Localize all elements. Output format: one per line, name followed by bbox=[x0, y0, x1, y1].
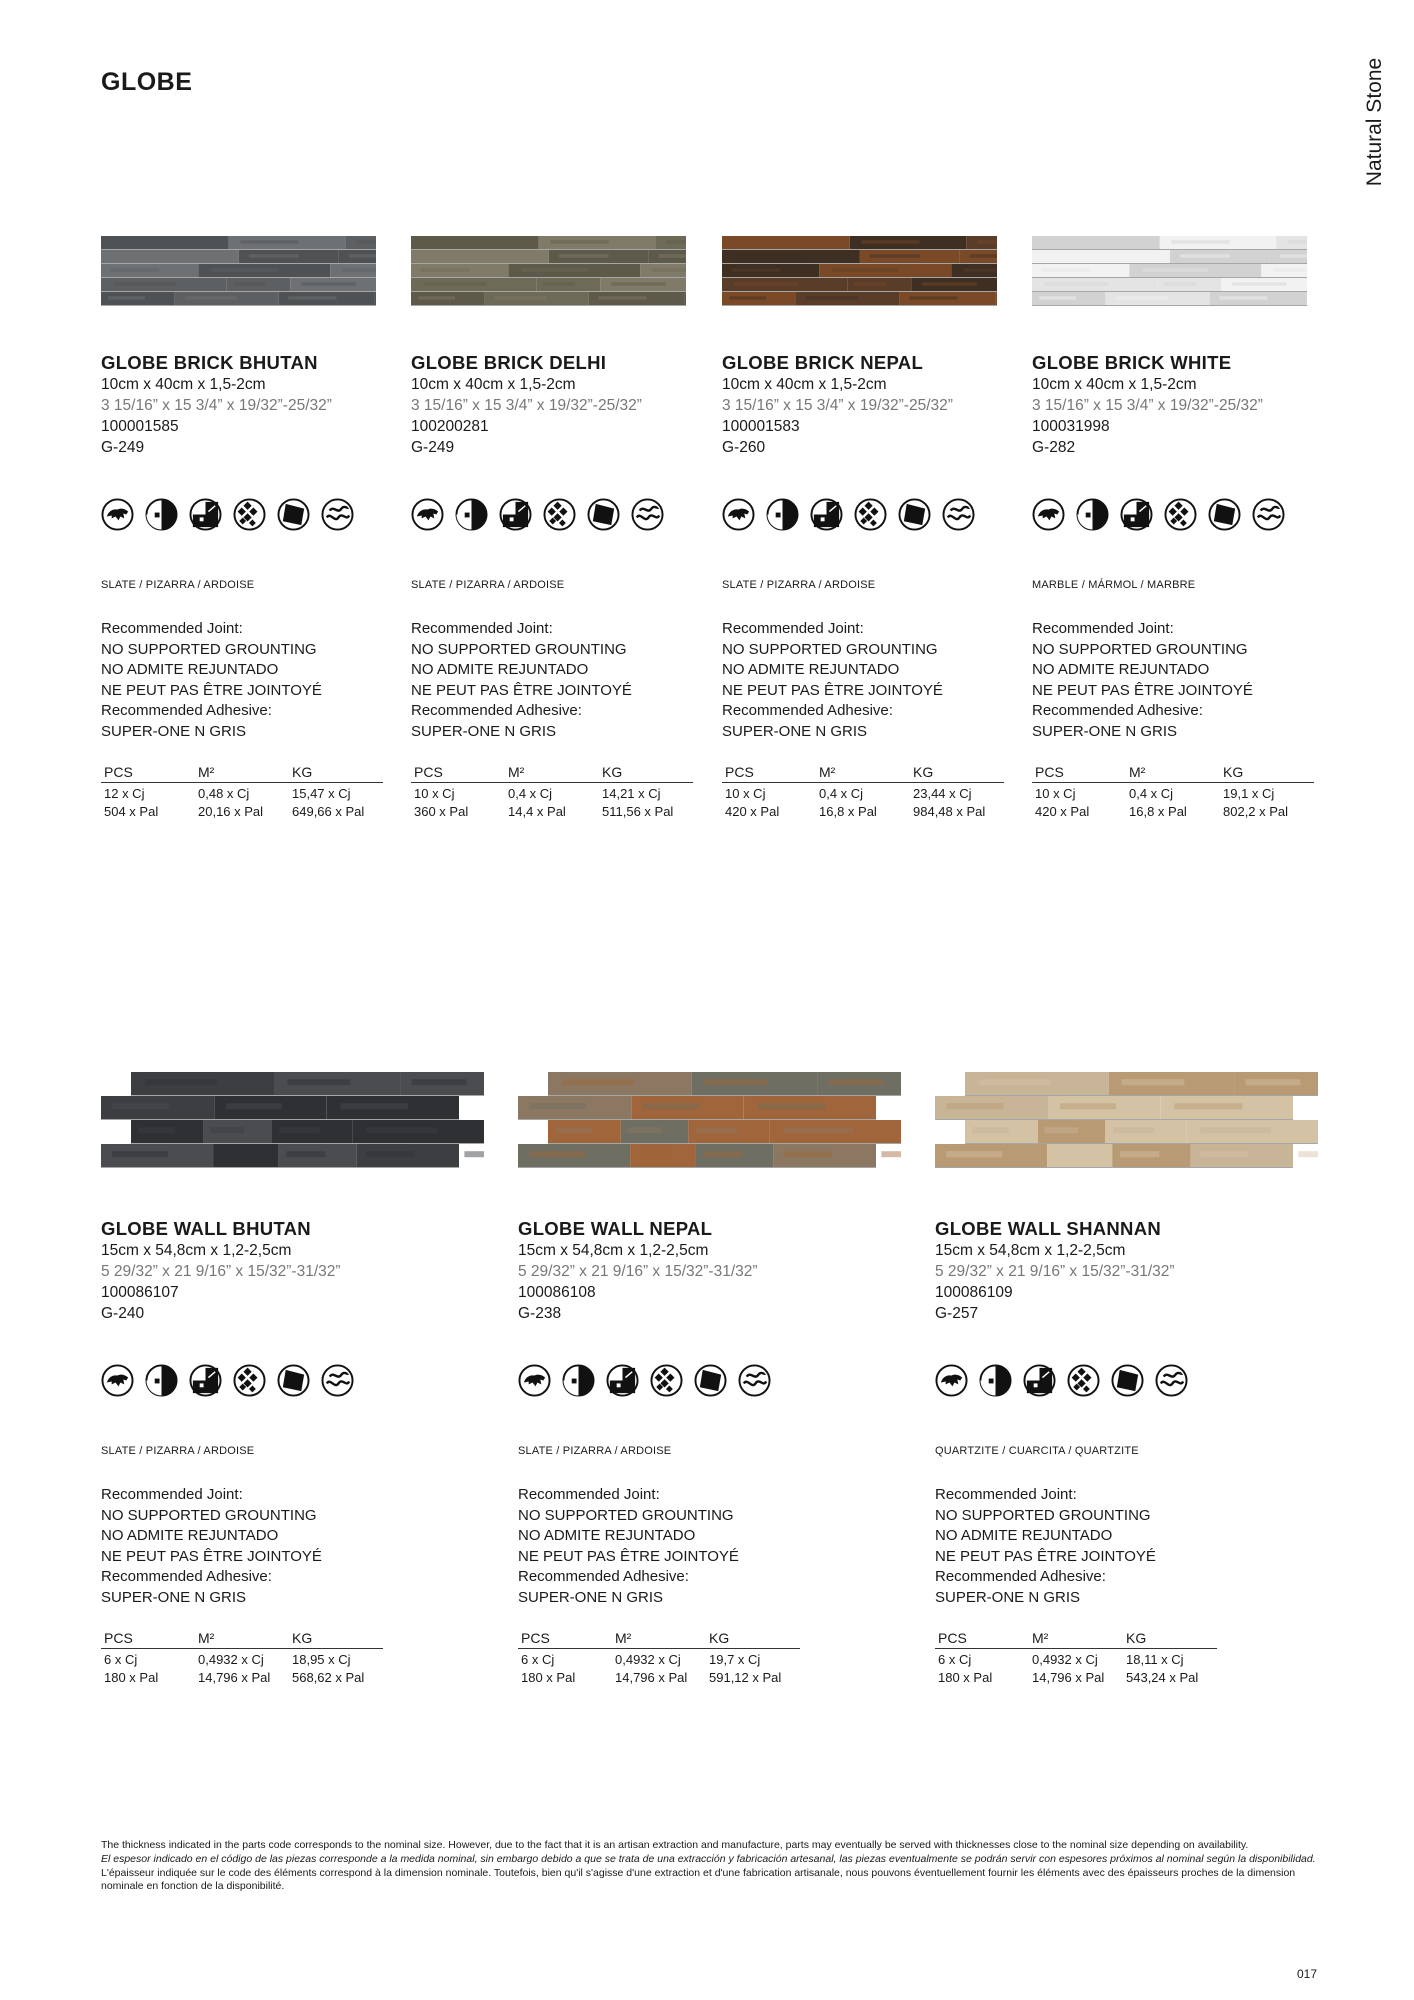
packing-row bbox=[518, 1649, 800, 1668]
joint-info bbox=[722, 619, 1014, 742]
material-label: SLATE / PIZARRA / ARDOISE bbox=[411, 579, 565, 591]
product-swatch-image bbox=[411, 236, 686, 311]
packing-header: PCS bbox=[518, 1630, 612, 1649]
water-resistant-icon bbox=[738, 1364, 771, 1397]
packing-cell: 6 x Cj bbox=[521, 1652, 555, 1667]
packing-table bbox=[1032, 764, 1314, 819]
packing-cell: 0,48 x Cj bbox=[198, 786, 250, 801]
joint-line: Recommended Joint: bbox=[101, 1486, 243, 1503]
floor-tile-icon bbox=[1208, 498, 1241, 531]
product-swatch-image bbox=[101, 1072, 484, 1173]
product-name: GLOBE BRICK DELHI bbox=[411, 352, 607, 373]
product-swatch-image bbox=[722, 236, 997, 311]
floor-tile-icon bbox=[1111, 1364, 1144, 1397]
joint-line: NO SUPPORTED GROUNTING bbox=[722, 640, 938, 658]
product-size-metric: 15cm x 54,8cm x 1,2-2,5cm bbox=[935, 1242, 1126, 1259]
joint-line: NE PEUT PAS ÊTRE JOINTOYÉ bbox=[935, 1547, 1156, 1565]
packing-cell: 10 x Cj bbox=[725, 786, 766, 801]
water-resistant-icon bbox=[942, 498, 975, 531]
product-grade: G-238 bbox=[518, 1305, 562, 1322]
packing-table bbox=[411, 764, 693, 819]
product-code: 100001583 bbox=[722, 418, 800, 435]
footnote-es: El espesor indicado en el código de las piezas corresponde a la medida nominal, sin embargo debido a que se trata de una extracción y fabricación artesanal, las piezas eventualmente se podrán servir con espesores próximos al nominal según la disponibilidad. bbox=[101, 1853, 1316, 1865]
packing-cell: 19,7 x Cj bbox=[709, 1652, 761, 1667]
water-resistant-icon bbox=[321, 498, 354, 531]
packing-header: PCS bbox=[411, 764, 505, 783]
joint-line: Recommended Adhesive: bbox=[101, 1568, 272, 1585]
product-size-imperial: 5 29/32” x 21 9/16” x 15/32”-31/32” bbox=[101, 1263, 341, 1280]
joint-line: Recommended Joint: bbox=[935, 1486, 1077, 1503]
indoor-wall-icon bbox=[766, 498, 799, 531]
packing-header-row bbox=[101, 764, 383, 783]
joint-line: NE PEUT PAS ÊTRE JOINTOYÉ bbox=[518, 1547, 739, 1565]
water-resistant-icon bbox=[321, 1364, 354, 1397]
usage-icons bbox=[518, 1364, 810, 1397]
footnote bbox=[101, 1839, 1321, 1894]
packing-row bbox=[935, 1667, 1217, 1685]
material-label: MARBLE / MÁRMOL / MARBRE bbox=[1032, 579, 1196, 591]
product-size-metric: 10cm x 40cm x 1,5-2cm bbox=[411, 376, 576, 393]
usage-icons bbox=[101, 1364, 393, 1397]
packing-cell: 10 x Cj bbox=[414, 786, 455, 801]
packing-cell: 16,8 x Pal bbox=[1129, 804, 1187, 819]
packing-header: M² bbox=[816, 764, 910, 783]
packing-cell: 802,2 x Pal bbox=[1223, 804, 1289, 819]
packing-row bbox=[101, 1649, 383, 1668]
packing-header: KG bbox=[910, 764, 1004, 783]
water-resistant-icon bbox=[1155, 1364, 1188, 1397]
frost-resistant-icon bbox=[101, 1364, 134, 1397]
outdoor-wall-icon bbox=[189, 498, 222, 531]
product-info bbox=[935, 1218, 1227, 1685]
packing-cell: 15,47 x Cj bbox=[292, 786, 351, 801]
frost-resistant-icon bbox=[935, 1364, 968, 1397]
usage-icons bbox=[101, 498, 393, 531]
joint-line: SUPER-ONE N GRIS bbox=[101, 1588, 247, 1606]
packing-cell: 180 x Pal bbox=[104, 1670, 159, 1685]
product-swatch-image bbox=[935, 1072, 1318, 1173]
packing-row bbox=[722, 801, 1004, 819]
joint-line: Recommended Joint: bbox=[101, 620, 243, 637]
packing-cell: 12 x Cj bbox=[104, 786, 145, 801]
joint-line: SUPER-ONE N GRIS bbox=[722, 722, 868, 740]
frost-resistant-icon bbox=[722, 498, 755, 531]
packing-header: KG bbox=[289, 764, 383, 783]
footnote-fr: L'épaisseur indiquée sur le code des éléments correspond à la dimension nominale. Toutefois, bien qu'il s'agisse d'une extraction et d'une fabrication artisanale, nous pouvons éventuellement fournir les éléments avec des épaisseurs proches de la dimension nominale en fonction de la disponibilité. bbox=[101, 1867, 1296, 1892]
outdoor-wall-icon bbox=[810, 498, 843, 531]
product-code: 100086107 bbox=[101, 1284, 179, 1301]
page-title: GLOBE bbox=[101, 68, 193, 96]
joint-line: NE PEUT PAS ÊTRE JOINTOYÉ bbox=[101, 681, 322, 699]
indoor-wall-icon bbox=[1076, 498, 1109, 531]
joint-line: NO SUPPORTED GROUNTING bbox=[935, 1506, 1151, 1524]
packing-header: KG bbox=[289, 1630, 383, 1649]
joint-line: NE PEUT PAS ÊTRE JOINTOYÉ bbox=[101, 1547, 322, 1565]
packing-header: M² bbox=[1029, 1630, 1123, 1649]
packing-row bbox=[411, 801, 693, 819]
packing-cell: 20,16 x Pal bbox=[198, 804, 264, 819]
material-label: QUARTZITE / CUARCITA / QUARTZITE bbox=[935, 1445, 1139, 1457]
product-grade: G-249 bbox=[411, 439, 455, 456]
packing-header: M² bbox=[612, 1630, 706, 1649]
pattern-icon bbox=[650, 1364, 683, 1397]
packing-cell: 18,95 x Cj bbox=[292, 1652, 351, 1667]
packing-cell: 0,4932 x Cj bbox=[1032, 1652, 1098, 1667]
packing-cell: 649,66 x Pal bbox=[292, 804, 365, 819]
product-code: 100031998 bbox=[1032, 418, 1110, 435]
product-size-imperial: 3 15/16” x 15 3/4” x 19/32”-25/32” bbox=[411, 397, 642, 414]
product-info bbox=[518, 1218, 810, 1685]
product-code: 100200281 bbox=[411, 418, 489, 435]
outdoor-wall-icon bbox=[189, 1364, 222, 1397]
frost-resistant-icon bbox=[1032, 498, 1065, 531]
product-swatch-image bbox=[101, 236, 376, 311]
packing-cell: 14,21 x Cj bbox=[602, 786, 661, 801]
packing-header: KG bbox=[599, 764, 693, 783]
packing-cell: 984,48 x Pal bbox=[913, 804, 986, 819]
packing-row bbox=[101, 1667, 383, 1685]
product-info bbox=[722, 352, 1014, 819]
floor-tile-icon bbox=[277, 498, 310, 531]
joint-line: NO ADMITE REJUNTADO bbox=[411, 661, 589, 678]
water-resistant-icon bbox=[631, 498, 664, 531]
product-size-metric: 10cm x 40cm x 1,5-2cm bbox=[1032, 376, 1197, 393]
usage-icons bbox=[935, 1364, 1227, 1397]
product-name: GLOBE WALL NEPAL bbox=[518, 1218, 713, 1239]
packing-row bbox=[1032, 801, 1314, 819]
joint-line: Recommended Adhesive: bbox=[101, 702, 272, 719]
packing-header-row bbox=[935, 1630, 1217, 1649]
joint-info bbox=[101, 1485, 393, 1608]
packing-cell: 420 x Pal bbox=[1035, 804, 1090, 819]
packing-row bbox=[935, 1649, 1217, 1668]
packing-cell: 0,4 x Cj bbox=[819, 786, 864, 801]
joint-line: Recommended Joint: bbox=[722, 620, 864, 637]
packing-table bbox=[722, 764, 1004, 819]
joint-line: NE PEUT PAS ÊTRE JOINTOYÉ bbox=[1032, 681, 1253, 699]
product-size-metric: 10cm x 40cm x 1,5-2cm bbox=[101, 376, 266, 393]
packing-cell: 568,62 x Pal bbox=[292, 1670, 365, 1685]
product-size-imperial: 3 15/16” x 15 3/4” x 19/32”-25/32” bbox=[101, 397, 332, 414]
product-name: GLOBE BRICK BHUTAN bbox=[101, 352, 318, 373]
product-size-metric: 15cm x 54,8cm x 1,2-2,5cm bbox=[518, 1242, 709, 1259]
pattern-icon bbox=[233, 498, 266, 531]
packing-row bbox=[1032, 783, 1314, 802]
usage-icons bbox=[1032, 498, 1324, 531]
joint-line: Recommended Adhesive: bbox=[722, 702, 893, 719]
joint-line: NO ADMITE REJUNTADO bbox=[518, 1527, 696, 1544]
packing-header: M² bbox=[505, 764, 599, 783]
packing-cell: 0,4 x Cj bbox=[1129, 786, 1174, 801]
product-info bbox=[1032, 352, 1324, 819]
joint-line: Recommended Joint: bbox=[411, 620, 553, 637]
joint-info bbox=[518, 1485, 810, 1608]
product-code: 100086108 bbox=[518, 1284, 596, 1301]
frost-resistant-icon bbox=[101, 498, 134, 531]
packing-cell: 420 x Pal bbox=[725, 804, 780, 819]
packing-header: M² bbox=[1126, 764, 1220, 783]
floor-tile-icon bbox=[898, 498, 931, 531]
packing-cell: 504 x Pal bbox=[104, 804, 159, 819]
outdoor-wall-icon bbox=[1120, 498, 1153, 531]
indoor-wall-icon bbox=[145, 1364, 178, 1397]
packing-cell: 16,8 x Pal bbox=[819, 804, 877, 819]
packing-header: M² bbox=[195, 1630, 289, 1649]
packing-row bbox=[518, 1667, 800, 1685]
joint-line: SUPER-ONE N GRIS bbox=[101, 722, 247, 740]
joint-info bbox=[935, 1485, 1227, 1608]
packing-row bbox=[101, 783, 383, 802]
joint-line: NO ADMITE REJUNTADO bbox=[101, 1527, 279, 1544]
outdoor-wall-icon bbox=[1023, 1364, 1056, 1397]
floor-tile-icon bbox=[277, 1364, 310, 1397]
packing-cell: 511,56 x Pal bbox=[602, 804, 674, 819]
packing-header-row bbox=[411, 764, 693, 783]
page-number: 017 bbox=[1297, 1967, 1318, 1981]
packing-cell: 0,4 x Cj bbox=[508, 786, 553, 801]
joint-line: SUPER-ONE N GRIS bbox=[1032, 722, 1178, 740]
product-grade: G-240 bbox=[101, 1305, 145, 1322]
packing-header: PCS bbox=[1032, 764, 1126, 783]
joint-line: NO SUPPORTED GROUNTING bbox=[411, 640, 627, 658]
floor-tile-icon bbox=[587, 498, 620, 531]
packing-header-row bbox=[722, 764, 1004, 783]
packing-row bbox=[722, 783, 1004, 802]
indoor-wall-icon bbox=[145, 498, 178, 531]
product-grade: G-282 bbox=[1032, 439, 1076, 456]
packing-cell: 180 x Pal bbox=[938, 1670, 993, 1685]
material-label: SLATE / PIZARRA / ARDOISE bbox=[722, 579, 876, 591]
packing-cell: 23,44 x Cj bbox=[913, 786, 972, 801]
packing-cell: 18,11 x Cj bbox=[1126, 1652, 1184, 1667]
indoor-wall-icon bbox=[455, 498, 488, 531]
frost-resistant-icon bbox=[518, 1364, 551, 1397]
joint-line: NO SUPPORTED GROUNTING bbox=[101, 1506, 317, 1524]
product-grade: G-260 bbox=[722, 439, 766, 456]
joint-line: Recommended Joint: bbox=[518, 1486, 660, 1503]
product-swatch-image bbox=[1032, 236, 1307, 311]
product-code: 100001585 bbox=[101, 418, 179, 435]
packing-cell: 14,796 x Pal bbox=[1032, 1670, 1105, 1685]
packing-cell: 6 x Cj bbox=[104, 1652, 138, 1667]
frost-resistant-icon bbox=[411, 498, 444, 531]
material-label: SLATE / PIZARRA / ARDOISE bbox=[101, 579, 255, 591]
joint-line: SUPER-ONE N GRIS bbox=[935, 1588, 1081, 1606]
pattern-icon bbox=[854, 498, 887, 531]
packing-header: KG bbox=[1220, 764, 1314, 783]
packing-table bbox=[935, 1630, 1217, 1685]
product-size-imperial: 3 15/16” x 15 3/4” x 19/32”-25/32” bbox=[722, 397, 953, 414]
packing-header: M² bbox=[195, 764, 289, 783]
joint-line: NO ADMITE REJUNTADO bbox=[101, 661, 279, 678]
indoor-wall-icon bbox=[979, 1364, 1012, 1397]
packing-cell: 360 x Pal bbox=[414, 804, 469, 819]
packing-cell: 6 x Cj bbox=[938, 1652, 972, 1667]
joint-line: NO ADMITE REJUNTADO bbox=[722, 661, 900, 678]
packing-header: PCS bbox=[101, 1630, 195, 1649]
usage-icons bbox=[722, 498, 1014, 531]
packing-header: PCS bbox=[722, 764, 816, 783]
product-size-metric: 10cm x 40cm x 1,5-2cm bbox=[722, 376, 887, 393]
joint-line: NO SUPPORTED GROUNTING bbox=[518, 1506, 734, 1524]
water-resistant-icon bbox=[1252, 498, 1285, 531]
joint-line: NE PEUT PAS ÊTRE JOINTOYÉ bbox=[411, 681, 632, 699]
joint-info bbox=[411, 619, 703, 742]
pattern-icon bbox=[1067, 1364, 1100, 1397]
floor-tile-icon bbox=[694, 1364, 727, 1397]
joint-line: SUPER-ONE N GRIS bbox=[518, 1588, 664, 1606]
packing-header: PCS bbox=[935, 1630, 1029, 1649]
product-swatch-image bbox=[518, 1072, 901, 1173]
pattern-icon bbox=[233, 1364, 266, 1397]
packing-cell: 14,796 x Pal bbox=[615, 1670, 688, 1685]
packing-header-row bbox=[101, 1630, 383, 1649]
product-name: GLOBE BRICK WHITE bbox=[1032, 352, 1232, 373]
joint-line: Recommended Adhesive: bbox=[935, 1568, 1106, 1585]
product-name: GLOBE WALL BHUTAN bbox=[101, 1218, 311, 1239]
joint-line: NO SUPPORTED GROUNTING bbox=[1032, 640, 1248, 658]
packing-cell: 591,12 x Pal bbox=[709, 1670, 782, 1685]
pattern-icon bbox=[543, 498, 576, 531]
joint-line: Recommended Joint: bbox=[1032, 620, 1174, 637]
indoor-wall-icon bbox=[562, 1364, 595, 1397]
packing-cell: 0,4932 x Cj bbox=[615, 1652, 681, 1667]
product-grade: G-249 bbox=[101, 439, 145, 456]
packing-header: PCS bbox=[101, 764, 195, 783]
packing-row bbox=[411, 783, 693, 802]
joint-line: Recommended Adhesive: bbox=[1032, 702, 1203, 719]
packing-table bbox=[101, 1630, 383, 1685]
joint-line: SUPER-ONE N GRIS bbox=[411, 722, 557, 740]
outdoor-wall-icon bbox=[499, 498, 532, 531]
usage-icons bbox=[411, 498, 703, 531]
product-info bbox=[101, 1218, 393, 1685]
product-size-imperial: 5 29/32” x 21 9/16” x 15/32”-31/32” bbox=[518, 1263, 758, 1280]
pattern-icon bbox=[1164, 498, 1197, 531]
packing-cell: 19,1 x Cj bbox=[1223, 786, 1275, 801]
packing-header: KG bbox=[706, 1630, 800, 1649]
product-name: GLOBE WALL SHANNAN bbox=[935, 1218, 1162, 1239]
product-grade: G-257 bbox=[935, 1305, 979, 1322]
packing-table bbox=[101, 764, 383, 819]
packing-header: KG bbox=[1123, 1630, 1217, 1649]
section-label: Natural Stone bbox=[1363, 57, 1386, 187]
packing-header-row bbox=[1032, 764, 1314, 783]
packing-table bbox=[518, 1630, 800, 1685]
product-size-metric: 15cm x 54,8cm x 1,2-2,5cm bbox=[101, 1242, 292, 1259]
product-info bbox=[411, 352, 703, 819]
product-info bbox=[101, 352, 393, 819]
product-size-imperial: 3 15/16” x 15 3/4” x 19/32”-25/32” bbox=[1032, 397, 1263, 414]
packing-header-row bbox=[518, 1630, 800, 1649]
packing-cell: 0,4932 x Cj bbox=[198, 1652, 264, 1667]
packing-row bbox=[101, 801, 383, 819]
joint-line: NO ADMITE REJUNTADO bbox=[935, 1527, 1113, 1544]
joint-line: Recommended Adhesive: bbox=[411, 702, 582, 719]
product-name: GLOBE BRICK NEPAL bbox=[722, 352, 924, 373]
material-label: SLATE / PIZARRA / ARDOISE bbox=[101, 1445, 255, 1457]
packing-cell: 543,24 x Pal bbox=[1126, 1670, 1199, 1685]
product-code: 100086109 bbox=[935, 1284, 1013, 1301]
joint-info bbox=[1032, 619, 1324, 742]
packing-cell: 14,4 x Pal bbox=[508, 804, 566, 819]
material-label: SLATE / PIZARRA / ARDOISE bbox=[518, 1445, 672, 1457]
joint-line: NE PEUT PAS ÊTRE JOINTOYÉ bbox=[722, 681, 943, 699]
packing-cell: 10 x Cj bbox=[1035, 786, 1076, 801]
product-size-imperial: 5 29/32” x 21 9/16” x 15/32”-31/32” bbox=[935, 1263, 1175, 1280]
outdoor-wall-icon bbox=[606, 1364, 639, 1397]
joint-info bbox=[101, 619, 393, 742]
joint-line: NO SUPPORTED GROUNTING bbox=[101, 640, 317, 658]
packing-cell: 180 x Pal bbox=[521, 1670, 576, 1685]
packing-cell: 14,796 x Pal bbox=[198, 1670, 271, 1685]
footnote-en: The thickness indicated in the parts code corresponds to the nominal size. However, due to the fact that it is an artisan extraction and manufacture, parts may eventually be served with thicknesses close to the nominal size depending on availability. bbox=[101, 1839, 1249, 1851]
joint-line: NO ADMITE REJUNTADO bbox=[1032, 661, 1210, 678]
joint-line: Recommended Adhesive: bbox=[518, 1568, 689, 1585]
